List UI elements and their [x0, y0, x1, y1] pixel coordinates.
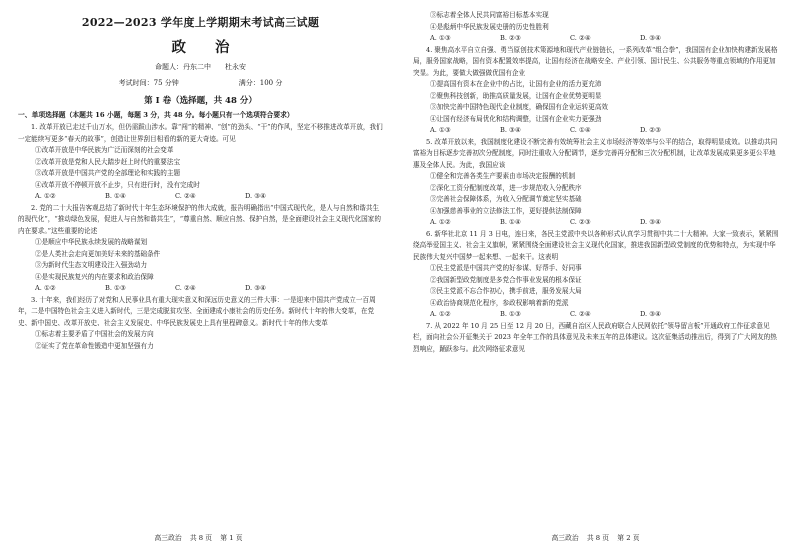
question-2-option: ④是实现民族复兴的内在要求和政治保障: [35, 272, 154, 281]
question-6-choices: [413, 309, 780, 321]
choice-d: D. ③④: [245, 192, 267, 200]
choice-a: A. ①③: [430, 34, 451, 42]
choice-d: D. ③④: [245, 284, 267, 292]
question-6-stem: 6. 新华社北京 11 月 3 日电，连日来，各民主党派中央以各种形式认真学习贯彻中共二十大精神。大家一致表示，紧紧围绕高举爱国主义、社会主义旗帜，紧紧围绕全面建设社会主义现代化国家，推进我国新型政党制度的优势和特点，为实现中华民族伟大复兴中国梦一起来想、一起来干。这表明: [413, 229, 779, 261]
question-5-option: ③完善社会保障体系，为收入分配调节奠定坚实基础: [430, 195, 582, 203]
choice-b: B. ②③: [500, 34, 521, 42]
question-5-option: ②深化工资分配制度改革，进一步规范收入分配秩序: [430, 183, 582, 192]
question-1-stem: 1. 改革开放已走过千山万水，但仍需跋山涉水。靠“闯”的精神、“创”的劲头、“干”的作风，坚定不移推进改革开放，我们一定能续写更多“春天的故事”，创造让世界刮目相看的新的更大奇迹。可见: [18, 123, 383, 143]
question-6-option: ③民主党派不忘合作初心，携手前进，服务发展大局: [430, 287, 582, 295]
footer-title: 高三政治: [154, 534, 182, 542]
footer-page: 第 1 页: [220, 534, 243, 542]
choice-a: A. ①②: [35, 192, 56, 200]
choice-c: C. ②③: [570, 218, 591, 226]
question-7-stem: 7. 从 2022 年 10 月 25 日至 12 月 20 日，西藏自治区人民政府联合人民网依托“领导留言板”开通政府工作征求意见栏，面向社会公开征集关于 2023 年全年工作的具体意见及未来五年的总体建议。这次征集活动推出后，得到了广大网友的热烈响应，踊跃参与。此次网络征求意见: [413, 321, 777, 353]
choice-c: C. ①④: [570, 126, 591, 134]
choice-b: B. ③④: [500, 126, 521, 134]
question-3-option: ②证实了党在革命性锻造中更加坚强有力: [35, 341, 154, 350]
question-2-option: ①是顺应中华民族永续发展的战略谋划: [35, 238, 148, 246]
subject-title: 政 治: [171, 39, 242, 56]
question-6-option: ①民主党派是中国共产党的好参谋、好帮手、好同事: [430, 264, 582, 272]
choice-c: C. ②④: [175, 284, 196, 292]
choice-b: B. ①③: [500, 310, 521, 318]
question-5-option: ①健全和完善各类生产要素由市场决定报酬的机制: [430, 172, 576, 180]
page-2-footer: [397, 532, 794, 542]
question-1-option: ④改革开放不停顿开放不止步，只有进行时，没有完成时: [35, 180, 200, 189]
choice-a: A. ①③: [430, 126, 451, 134]
question-5-stem: 5. 改革开放以来，我国制度化建设不断完善有效统筹社会主义市场经济等效率与公平的结合，取得明显成效。以推动共同富裕为目标逐步完善初次分配制度，同时注重收入分配调节，逐步完善再分配和三次分配机制，让改革发展成果更多更公平地惠及全体人民。为此，我国应该: [413, 137, 778, 169]
choice-a: A. ①②: [430, 218, 451, 226]
choice-a: A. ①②: [430, 310, 451, 318]
question-2-option: ②是人类社会走向更加美好未来的基础条件: [35, 249, 161, 258]
footer-total: 共 8 页: [189, 534, 213, 542]
footer-total: 共 8 页: [586, 534, 610, 542]
question-4-option: ③加快完善中国特色现代企业制度，确保国有企业运转更高效: [430, 103, 609, 111]
question-3-choices: [413, 33, 780, 45]
question-6-option: ④政治协商规范化程序，参政权影响着新的党派: [430, 298, 569, 307]
question-3-stem: 3. 十年来，我们经历了对党和人民事业具有重大现实意义和深远历史意义的三件大事：一是迎来中国共产党成立一百周年，二是中国特色社会主义进入新时代，三是完成脱贫攻坚、全面建成小康社会的历史任务。新时代十年的伟大变革，在党史、新中国史、改革开放史、社会主义发展史、中华民族发展史上具有里程碑意义。新时代十年的伟大变革: [18, 295, 376, 327]
choice-d: D. ③④: [640, 34, 662, 42]
question-4-option: ①提高国有资本在企业中的占比，让国有企业的活力更充沛: [430, 80, 602, 88]
choice-b: B. ①④: [105, 192, 126, 200]
choice-c: C. ②④: [570, 34, 591, 42]
footer-title: 高三政治: [551, 534, 579, 542]
question-3-option: ③标志着全体人民共同富裕目标基本实现: [430, 11, 549, 19]
question-5-option: ④加强慈善事业的立法修法工作，更好提供法制保障: [430, 206, 582, 215]
question-3-option: ①标志着主要矛盾了中国社会的发展方向: [35, 330, 154, 338]
exam-meta: [18, 78, 383, 88]
question-6-option: ②我国新型政党制度是多党合作事业发展的根本保证: [430, 275, 582, 284]
question-2-choices: [18, 283, 383, 295]
section-heading: 一、单项选择题（本题共 16 小题，每题 3 分，共 48 分。每小题只有一个选项符合要求）: [18, 111, 294, 119]
choice-c: C. ②④: [175, 192, 196, 200]
author-line: 命题人：丹东二中 杜永安: [155, 63, 246, 71]
question-4-choices: [413, 125, 780, 137]
choice-a: A. ①②: [35, 284, 56, 292]
choice-c: C. ②④: [570, 310, 591, 318]
choice-b: B. ①③: [105, 284, 126, 292]
exam-score: 满分：100 分: [238, 79, 283, 87]
question-3-option: ④是彪炳中华民族发展史册的历史性胜利: [430, 22, 549, 31]
page-1-footer: [0, 532, 397, 542]
question-1-option: ③改革开放是中国共产党的全部理论和实践的主题: [35, 169, 181, 177]
question-5-choices: [413, 217, 780, 229]
question-1-choices: [18, 191, 383, 203]
question-4-option: ②聚焦科技创新，助推高质量发展，让国有企业优势更明显: [430, 91, 602, 100]
exam-time: 考试时间：75 分钟: [118, 79, 179, 87]
choice-d: D. ③④: [640, 218, 662, 226]
volume-title: 第 Ⅰ 卷（选择题，共 48 分）: [144, 96, 257, 106]
choice-b: B. ①④: [500, 218, 521, 226]
question-1-option: ①改革开放是中华民族为广泛而深刻的社会变革: [35, 146, 174, 154]
page-2: [397, 0, 794, 558]
question-1-option: ②改革开放是党和人民大踏步赶上时代的重要法宝: [35, 157, 181, 166]
choice-d: D. ③④: [640, 310, 662, 318]
question-2-stem: 2. 党的二十大报告客观总结了新时代十年生态环境保护的伟大成就，报告明确指出“中国式现代化，是人与自然和谐共生的现代化”，“推动绿色发展，促进人与自然和谐共生”，“尊重自然、顺应自然、保护自然，是全面建设社会主义现代化国家的内在要求。”这些重要的论述: [18, 203, 381, 235]
footer-page: 第 2 页: [617, 534, 640, 542]
question-4-option: ④让国有经济布局优化和结构调整，让国有企业实力更强劲: [430, 114, 602, 123]
exam-title: 2022—2023 学年度上学期期末考试高三试题: [81, 16, 320, 29]
choice-d: D. ②③: [640, 126, 662, 134]
question-2-option: ③为新时代生态文明建设注入强劲动力: [35, 261, 148, 269]
question-4-stem: 4. 聚焦高水平自立自强、勇当原创技术策源地和现代产业链链长，一系列改革“组合拳”，我国国有企业加快构建新发展格局，服务国家战略，国有资本配置效率提高，让国有经济在战略安全、产业引领、国计民生、公共服务等重点领域的作用更加突显。为此，要做大做强做优国有企业: [413, 45, 778, 77]
